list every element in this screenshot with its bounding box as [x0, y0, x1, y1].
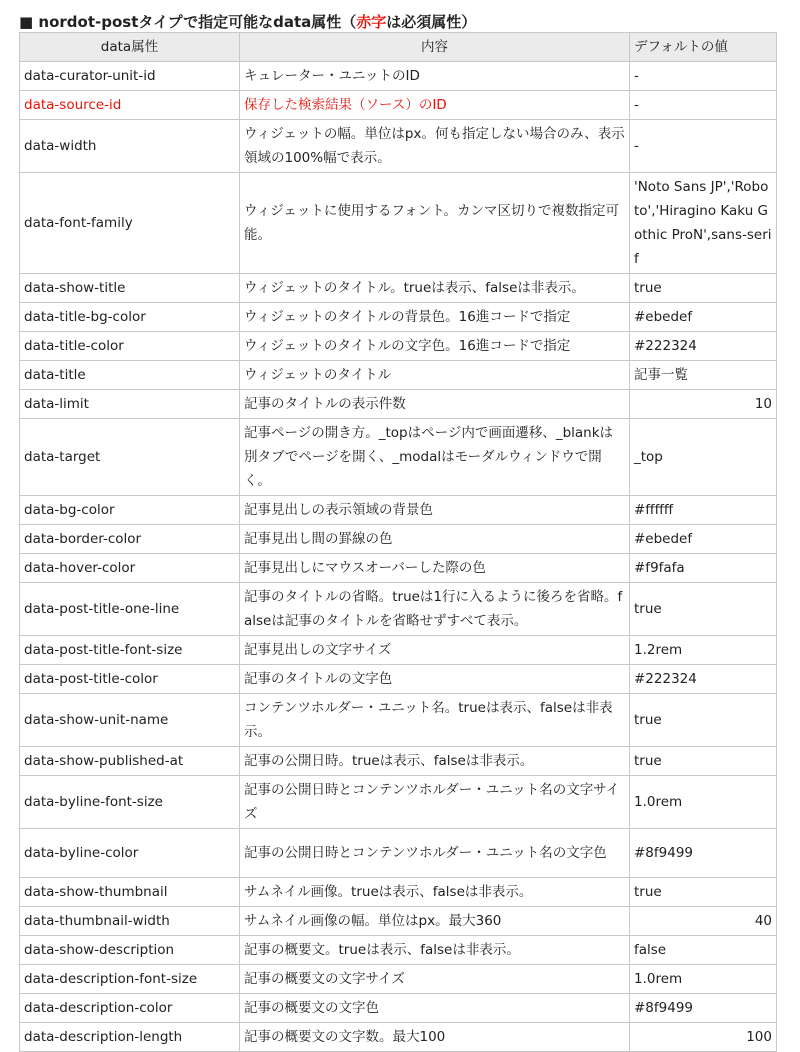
table-row — [20, 419, 777, 496]
table-row — [20, 747, 777, 776]
attribute-default-cell: 1.2rem — [630, 636, 777, 665]
attribute-default-cell: true — [630, 694, 777, 747]
table-row — [20, 496, 777, 525]
attribute-description-cell: ウィジェットのタイトルの文字色。16進コードで指定 — [240, 332, 630, 361]
table-row — [20, 994, 777, 1023]
table-row — [20, 878, 777, 907]
table-row — [20, 332, 777, 361]
attribute-description-cell: 記事の概要文の文字色 — [240, 994, 630, 1023]
table-row — [20, 173, 777, 274]
attribute-default-cell: #f9fafa — [630, 554, 777, 583]
attribute-name-cell: data-limit — [20, 390, 240, 419]
column-header-attribute: data属性 — [20, 33, 240, 62]
table-row — [20, 965, 777, 994]
attribute-name-cell: data-description-font-size — [20, 965, 240, 994]
attribute-description-cell: 記事見出しの表示領域の背景色 — [240, 496, 630, 525]
attribute-description-cell: 記事ページの開き方。_topはページ内で画面遷移、_blankは別タブでページを開く、_modalはモーダルウィンドウで開く。 — [240, 419, 630, 496]
attribute-name-cell: data-byline-font-size — [20, 776, 240, 829]
attribute-name-cell: data-show-published-at — [20, 747, 240, 776]
attribute-default-cell: #222324 — [630, 665, 777, 694]
heading-required-label: 赤字 — [356, 13, 387, 31]
heading-bullet: ■ — [19, 13, 34, 31]
attribute-name-cell: data-border-color — [20, 525, 240, 554]
attribute-default-cell: - — [630, 62, 777, 91]
attribute-description-cell: ウィジェットの幅。単位はpx。何も指定しない場合のみ、表示領域の100%幅で表示。 — [240, 120, 630, 173]
attribute-default-cell: true — [630, 878, 777, 907]
attribute-name-cell: data-font-family — [20, 173, 240, 274]
column-header-content: 内容 — [240, 33, 630, 62]
attribute-name-cell: data-source-id — [20, 91, 240, 120]
column-header-default: デフォルトの値 — [630, 33, 777, 62]
attribute-name-cell: data-description-color — [20, 994, 240, 1023]
attribute-description-cell: ウィジェットのタイトル。trueは表示、falseは非表示。 — [240, 274, 630, 303]
table-row — [20, 1023, 777, 1052]
table-row — [20, 303, 777, 332]
attribute-name-cell: data-target — [20, 419, 240, 496]
attribute-default-cell: 40 — [630, 907, 777, 936]
table-row — [20, 62, 777, 91]
attribute-description-cell: 記事見出しの文字サイズ — [240, 636, 630, 665]
attribute-name-cell: data-post-title-font-size — [20, 636, 240, 665]
attribute-description-cell: サムネイル画像。trueは表示、falseは非表示。 — [240, 878, 630, 907]
attribute-description-cell: 記事見出し間の罫線の色 — [240, 525, 630, 554]
table-row — [20, 274, 777, 303]
table-row — [20, 776, 777, 829]
attribute-description-cell: 記事のタイトルの省略。trueは1行に入るように後ろを省略。falseは記事のタイトルを省略せずすべて表示。 — [240, 583, 630, 636]
attribute-name-cell: data-curator-unit-id — [20, 62, 240, 91]
attribute-default-cell: true — [630, 583, 777, 636]
attribute-default-cell: true — [630, 274, 777, 303]
attribute-description-cell: サムネイル画像の幅。単位はpx。最大360 — [240, 907, 630, 936]
attribute-description-cell: 記事の概要文の文字サイズ — [240, 965, 630, 994]
table-row — [20, 829, 777, 878]
attribute-name-cell: data-show-description — [20, 936, 240, 965]
attribute-default-cell: 記事一覧 — [630, 361, 777, 390]
table-row — [20, 361, 777, 390]
attribute-description-cell: 記事の公開日時とコンテンツホルダー・ユニット名の文字色 — [240, 829, 630, 878]
attribute-default-cell: false — [630, 936, 777, 965]
attribute-description-cell: 記事の概要文。trueは表示、falseは非表示。 — [240, 936, 630, 965]
attribute-default-cell: #8f9499 — [630, 994, 777, 1023]
attribute-default-cell: true — [630, 747, 777, 776]
page-title — [19, 12, 776, 32]
attribute-default-cell: #8f9499 — [630, 829, 777, 878]
attribute-description-cell: ウィジェットのタイトル — [240, 361, 630, 390]
attribute-name-cell: data-post-title-color — [20, 665, 240, 694]
table-row — [20, 583, 777, 636]
attribute-description-cell: 記事の概要文の文字数。最大100 — [240, 1023, 630, 1052]
attribute-default-cell: - — [630, 91, 777, 120]
attribute-description-cell: 記事のタイトルの文字色 — [240, 665, 630, 694]
attribute-name-cell: data-title-bg-color — [20, 303, 240, 332]
attribute-name-cell: data-show-title — [20, 274, 240, 303]
attribute-description-cell: 記事のタイトルの表示件数 — [240, 390, 630, 419]
table-body — [20, 62, 777, 1052]
attribute-description-cell: 記事の公開日時。trueは表示、falseは非表示。 — [240, 747, 630, 776]
table-row — [20, 936, 777, 965]
attribute-name-cell: data-title-color — [20, 332, 240, 361]
table-row — [20, 907, 777, 936]
attribute-default-cell: _top — [630, 419, 777, 496]
attribute-description-cell: 保存した検索結果（ソース）のID — [240, 91, 630, 120]
table-row — [20, 694, 777, 747]
attribute-default-cell: 100 — [630, 1023, 777, 1052]
attribute-default-cell: #222324 — [630, 332, 777, 361]
table-header-row — [20, 33, 777, 62]
attribute-name-cell: data-title — [20, 361, 240, 390]
heading-suffix: は必須属性） — [386, 13, 477, 31]
attribute-default-cell: #ebedef — [630, 303, 777, 332]
attribute-description-cell: ウィジェットに使用するフォント。カンマ区切りで複数指定可能。 — [240, 173, 630, 274]
table-row — [20, 120, 777, 173]
attribute-name-cell: data-hover-color — [20, 554, 240, 583]
attribute-name-cell: data-bg-color — [20, 496, 240, 525]
table-row — [20, 525, 777, 554]
attribute-description-cell: キュレーター・ユニットのID — [240, 62, 630, 91]
attribute-name-cell: data-description-length — [20, 1023, 240, 1052]
attribute-name-cell: data-width — [20, 120, 240, 173]
attribute-default-cell: #ebedef — [630, 525, 777, 554]
heading-prefix: nordot-postタイプで指定可能なdata属性（ — [38, 13, 357, 31]
attribute-name-cell: data-byline-color — [20, 829, 240, 878]
attribute-description-cell: 記事の公開日時とコンテンツホルダー・ユニット名の文字サイズ — [240, 776, 630, 829]
attribute-default-cell: 10 — [630, 390, 777, 419]
attribute-name-cell: data-show-unit-name — [20, 694, 240, 747]
table-row — [20, 91, 777, 120]
attribute-name-cell: data-post-title-one-line — [20, 583, 240, 636]
attribute-default-cell: #ffffff — [630, 496, 777, 525]
table-row — [20, 554, 777, 583]
table-row — [20, 636, 777, 665]
attributes-table — [19, 32, 777, 1052]
attribute-default-cell: 1.0rem — [630, 965, 777, 994]
attribute-description-cell: コンテンツホルダー・ユニット名。trueは表示、falseは非表示。 — [240, 694, 630, 747]
table-row — [20, 390, 777, 419]
attribute-description-cell: 記事見出しにマウスオーバーした際の色 — [240, 554, 630, 583]
attribute-default-cell: - — [630, 120, 777, 173]
attribute-name-cell: data-thumbnail-width — [20, 907, 240, 936]
attribute-description-cell: ウィジェットのタイトルの背景色。16進コードで指定 — [240, 303, 630, 332]
attribute-name-cell: data-show-thumbnail — [20, 878, 240, 907]
attribute-default-cell: 'Noto Sans JP','Roboto','Hiragino Kaku Gothic ProN',sans-serif — [630, 173, 777, 274]
table-row — [20, 665, 777, 694]
attribute-default-cell: 1.0rem — [630, 776, 777, 829]
